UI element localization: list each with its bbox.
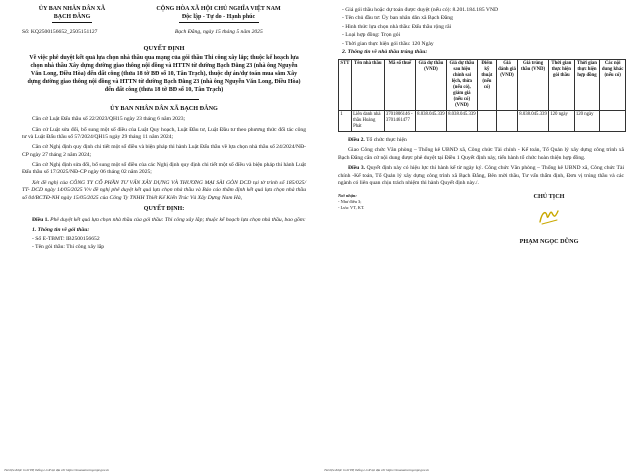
package-info-name: - Tên gói thầu: Thi công xây lắp (32, 243, 105, 250)
cell-contract-time: 120 ngày (574, 111, 600, 132)
page-left-footer (4, 468, 316, 472)
doc-title: QUYẾT ĐỊNH (143, 44, 185, 52)
cell-adjusted-price: 8.038.045.339 (446, 111, 477, 132)
cell-winning-price: 8.038.045.339 (518, 111, 549, 132)
subject-divider (129, 99, 199, 100)
article-2-body: Giao Công chức Văn phòng – Thống kê UBND xã, Công chức Tài chính - Kế toán, Tổ Quản lý xây dựng công trình xã Bạch Đằng căn cứ nội dung được phê duyệt tại Điều 1 Quyết định này, tiến hành tổ chức hoàn thiện hợp đồng. (338, 147, 624, 161)
cell-technical-score (477, 111, 496, 132)
col-technical-score: Điểm kỹ thuật (nếu có) (477, 60, 496, 111)
col-evaluated-price: Giá đánh giá (VND) (496, 60, 517, 111)
investor-name: - Tên chủ đầu tư: Ủy ban nhân dân xã Bạch Đằng (342, 15, 453, 22)
article-2 (338, 137, 624, 144)
nation-line-2: Độc lập - Tự do - Hạnh phúc (181, 13, 256, 20)
legal-basis-1: Căn cứ Luật Đấu thầu số 22/2023/QH15 ngày 23 tháng 6 năm 2023; (32, 116, 186, 123)
article-3-label: Điều 3. (348, 165, 366, 172)
table-row (339, 111, 626, 132)
recipients (338, 193, 418, 245)
recipients-item-1: - Như điều 3; (338, 199, 362, 205)
article-2-text: Tổ chức thực hiện (364, 137, 407, 144)
col-package-time: Thời gian thực hiện gói thầu (549, 60, 575, 111)
package-info-tbmt: - Số E-TBMT: IB2500156652 (32, 235, 100, 242)
recipients-title: Nơi nhận: (338, 193, 357, 199)
article-3-text: Quyết định này có hiệu lực thi hành kể từ ngày ký. Công chức Văn phòng – Thống kê UBND xã, Công chức Tài chính -Kế toán, Tổ Quản lý xây dựng công trình xã Bạch Đằng, Bên mời thầu, Tư vấn thẩm định, Đơn vị trúng thầu và các ngành có liên quan chịu trách nhiệm thi hành Quyết định này./. (338, 165, 624, 186)
article-3 (338, 165, 624, 187)
nation-underline (179, 22, 259, 23)
cell-other (600, 111, 626, 132)
signer-name: PHẠM NGỌC DŨNG (519, 237, 579, 245)
signature-block (338, 193, 624, 245)
col-stt: STT (339, 60, 352, 111)
proposal-basis: Xét đề nghị của CÔNG TY CỔ PHẦN TƯ VẤN XÂY DỰNG VÀ THƯƠNG MẠI SÀI GÒN DCD tại tờ trình số 185/025/ TT- DCD ngày 14/05/2025 V/v đề nghị phê duyệt kết quả lựa chọn nhà thầu và Báo cáo thẩm định kết quả lựa chọn nhà thầu số 04/BCTĐ-NH ngày 15/05/2025 của Công Ty TNHH Thiết Kế Kiến Trúc Và Xây Dựng Nam Hà, (22, 179, 306, 201)
issuer-underline (52, 22, 92, 23)
winner-info-title: 2. Thông tin về nhà thầu trúng thầu: (342, 48, 428, 55)
signer (474, 193, 624, 245)
article-1-label: Điều 1. (32, 216, 49, 223)
page-left-content (22, 6, 306, 251)
issuing-authority: ỦY BAN NHÂN DÂN XÃ BẠCH ĐẰNG (110, 105, 218, 112)
page-right-content (338, 6, 624, 246)
col-other: Các nội dung khác (nếu có) (600, 60, 626, 111)
cell-package-time: 120 ngày (549, 111, 575, 132)
cell-stt: 1 (339, 111, 352, 132)
doc-meta (22, 29, 306, 36)
cell-tax-code: 3701806146 - 3701461477 (384, 111, 415, 132)
article-1-text: Phê duyệt kết quả lựa chọn nhà thầu của gói thầu: Thi công xây lắp; thuộc kế hoạch lựa chọn nhà thầu, bao gồm: (48, 216, 306, 223)
legal-basis-3: Căn cứ Nghị định quy định chi tiết một số điều và biện pháp thi hành Luật Đấu thầu về lựa chọn nhà thầu số 24/2024/NĐ-CP ngày 27 tháng 2 năm 2024; (22, 144, 306, 158)
footer-note-right: Tài liệu được in từ Hệ thống e-GP tại địa chỉ https://muasamcong.mpi.gov.vn (324, 467, 430, 472)
col-adjusted-price: Giá dự thầu sau hiệu chỉnh sai lệch, thừa (nếu có), giảm giá (nếu có) (VND) (446, 60, 477, 111)
cell-contractor-name: Liên danh nhà thầu Hoàng Phát (351, 111, 384, 132)
winner-table (338, 59, 626, 132)
article-2-label: Điều 2. (348, 137, 365, 144)
col-contractor-name: Tên nhà thầu (351, 60, 384, 111)
package-duration: - Thời gian thực hiện gói thầu: 120 Ngày (342, 40, 434, 47)
signature-mark-icon (537, 206, 561, 228)
doc-date: Bạch Đằng, ngày 15 tháng 5 năm 2025 (174, 28, 263, 35)
table-header-row (339, 60, 626, 111)
signature-underline (542, 220, 557, 224)
contract-type: - Loại hợp đồng: Trọn gói (342, 32, 401, 39)
package-price: - Giá gói thầu hoặc dự toán được duyệt (nếu có): 8.201.184.185 VND (342, 7, 499, 13)
legal-basis-2: Căn cứ Luật sửa đổi, bổ sung một số điều của Luật Quy hoạch, Luật Đầu tư, Luật Đầu tư theo phương thức đối tác công tư và Luật Đấu thầu số 57/2024/QH15 ngày 29 tháng 11 năm 2024; (22, 126, 306, 140)
footer-note-left: Tài liệu được in từ Hệ thống e-GP tại địa chỉ https://muasamcong.mpi.gov.vn (4, 467, 110, 472)
issuer-line-2: BẠCH ĐẰNG (53, 13, 91, 20)
cell-bid-price: 8.038.045.339 (415, 111, 446, 132)
decide-heading: QUYẾT ĐỊNH: (143, 205, 185, 212)
package-info-title: 1. Thông tin về gói thầu: (32, 227, 90, 234)
selection-method: - Hình thức lựa chọn nhà thầu: Đấu thầu rộng rãi (342, 23, 452, 30)
issuer-line-1: ỦY BAN NHÂN DÂN XÃ (38, 6, 106, 12)
col-bid-price: Giá dự thầu (VND) (415, 60, 446, 111)
nation-block (131, 6, 306, 23)
col-tax-code: Mã số thuế (384, 60, 415, 111)
cell-evaluated-price (496, 111, 517, 132)
signer-role: CHỦ TỊCH (533, 193, 565, 201)
recipients-item-2: - Lưu: VT, KT. (338, 204, 365, 210)
page-right-footer (324, 468, 636, 472)
issuer-block (22, 6, 122, 23)
col-contract-time: Thời gian thực hiện hợp đồng (574, 60, 600, 111)
legal-basis-4: Căn cứ Nghị định sửa đổi, bổ sung một số điều của các Nghị định quy định chi tiết một số điều và biện pháp thi hành Luật Đấu thầu số 17/2025/NĐ-CP ngày 06 tháng 02 năm 2025; (22, 162, 306, 176)
col-winning-price: Giá trúng thầu (VND) (518, 60, 549, 111)
document-header (22, 6, 306, 23)
doc-number: Số: KQ2500156652_2505151127 (22, 28, 98, 35)
page-right (320, 0, 640, 474)
signature-svg (537, 206, 561, 228)
nation-line-1: CỘNG HÒA XÃ HỘI CHỦ NGHĨA VIỆT NAM (156, 6, 281, 12)
article-1 (22, 217, 306, 224)
doc-subject: Về việc phê duyệt kết quả lựa chọn nhà thầu qua mạng của gói thầu Thi công xây lắp; thuộc kế hoạch lựa chọn nhà thầu Xây dựng đường giao thông nội đồng và HTTN từ đường Bạch Đằng 23 (nhà ông Nguyễn Văn Long, Điều Hòa) đến đất công (thửa 18 tờ BĐ số 10, Tân Trạch), thuộc dự án/dự toán mua sắm Xây dựng đường giao thông nội đồng và HTTN từ đường Bạch Đằng 23 (nhà ông Nguyễn Văn Long, Điều Hòa) đến đất công (thửa 18 tờ BĐ số 10, Tân Trạch) (27, 55, 301, 93)
